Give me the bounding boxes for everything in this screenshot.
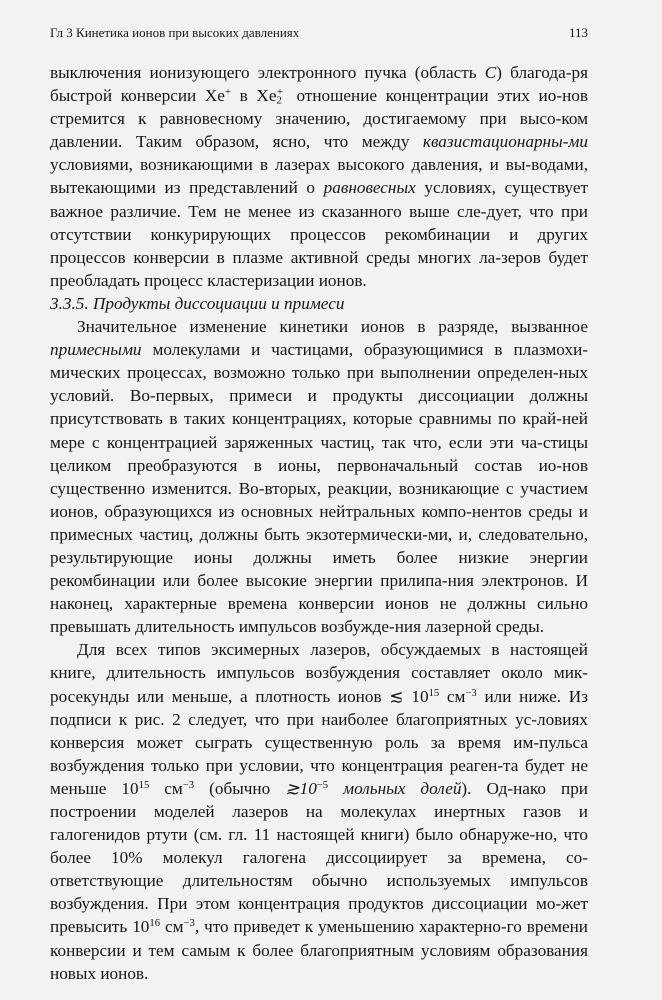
exponent: −3 <box>465 687 477 699</box>
emphasis: примесными <box>50 340 142 360</box>
text-run: ) благода-ря быстрой конверсии Xe <box>50 63 588 106</box>
exponent: 15 <box>138 780 150 792</box>
text-run: (обычно <box>194 778 286 798</box>
running-title: Гл 3 Кинетика ионов при высоких давлениях <box>50 25 300 40</box>
paragraph <box>50 315 588 638</box>
text-run: в Xe <box>230 86 277 106</box>
text-run: молекулами и частицами, образующимися в плазмохи-мических процессах, возможно только при выполнении определен-ных условий. Во-первых, примеси и продукты диссоциации должны присутствовать в таких концентрациях, которые сравнимы по край-ней мере с концентрацией заряженных частиц, так что, если эти ча-стицы целиком преобразуются в ионы, первоначальный состав ио-нов существенно изменится. Во-вторых, реакции, возникающие с участием ионов, образующихся из основных нейтральных компо-нентов среды и примесных частиц, должны быть экзотермически-ми, и, следовательно, результирующие ионы должны иметь более низкие энергии рекомбинации или более высокие энергии прилипа-ния электронов. И наконец, характерные времена конверсии ионов не должны сильно превышать длительность импульсов возбужде-ния лазерной среды. <box>50 340 588 637</box>
emphasis: квазистационарны-ми <box>422 132 588 152</box>
charge-superscript: + <box>224 87 231 99</box>
emphasis: равновесных <box>323 178 416 198</box>
text-run: или ниже. Из подписи к рис. 2 следует, что при наиболее благоприятных ус-ловиях конверсия может сыграть существенную роль за время им-пульса возбуждения только при условии, что концентрация реаген-та будет не меньше 10 <box>50 686 588 798</box>
dimer-ion-indices <box>276 86 287 105</box>
page-number: 113 <box>568 25 588 40</box>
charge-superscript: + <box>277 87 284 99</box>
exponent: 15 <box>428 687 440 699</box>
text-run: см <box>160 917 184 937</box>
exponent: 16 <box>149 918 161 930</box>
exponent: −3 <box>183 918 195 930</box>
exponent: −3 <box>182 780 195 792</box>
emphasis: ≳10 <box>285 778 317 798</box>
text-run: ). Од-нако при построении моделей лазеров на молекулах инертных газов и галогенидов ртути (см. гл. 11 настоящей книги) было обнаруже-но, что более 10% молекул галогена диссоциирует за времена, со-ответствующие длительностям обычно используемых импульсов возбуждения. При этом концентрация продуктов диссоциации мо-жет превысить 10 <box>50 778 589 937</box>
exponent: −5 <box>316 780 329 792</box>
emphasis: мольных долей <box>328 778 462 798</box>
subscript: 2 <box>276 95 282 107</box>
section-heading: 3.3.5. Продукты диссоциации и примеси <box>50 293 345 313</box>
text-run: см <box>439 686 466 706</box>
paragraph-continuation <box>50 61 588 292</box>
text-run: отношение концентрации этих ио-нов стремится к равновесному значению, достигаемому при высо-ком давлении. Таким образом, ясно, что между <box>50 86 588 152</box>
paragraph <box>50 638 588 984</box>
running-header <box>50 25 588 41</box>
text-run: условиях, существует важное различие. Тем не менее из сказанного выше сле-дует, что при отсутствии конкурирующих процессов рекомбинации и других процессов конверсии в плазме активной среды многих ла-зеров будет преобладать процесс кластеризации ионов. <box>50 178 589 290</box>
text-run: , что приведет к уменьшению характерно-го времени конверсии и тем самым к более благоприятным условиям образования новых ионов. <box>50 917 588 983</box>
text-run: условиями, возникающими в лазерах высокого давления, и вы-водами, вытекающими из представлений о <box>50 155 588 198</box>
text-run: Значительное изменение кинетики ионов в разряде, вызванное <box>77 317 588 337</box>
page-body <box>50 61 588 985</box>
area-letter: С <box>484 63 497 82</box>
text-run: Для всех типов эксимерных лазеров, обсуждаемых в настоящей книге, длительность импульсов возбуждения составляет около мик-росекунды или меньше, а плотность ионов ≲ 10 <box>50 640 588 706</box>
text-run: выключения ионизующего электронного пучка (область <box>50 63 485 82</box>
text-run: см <box>149 778 183 798</box>
